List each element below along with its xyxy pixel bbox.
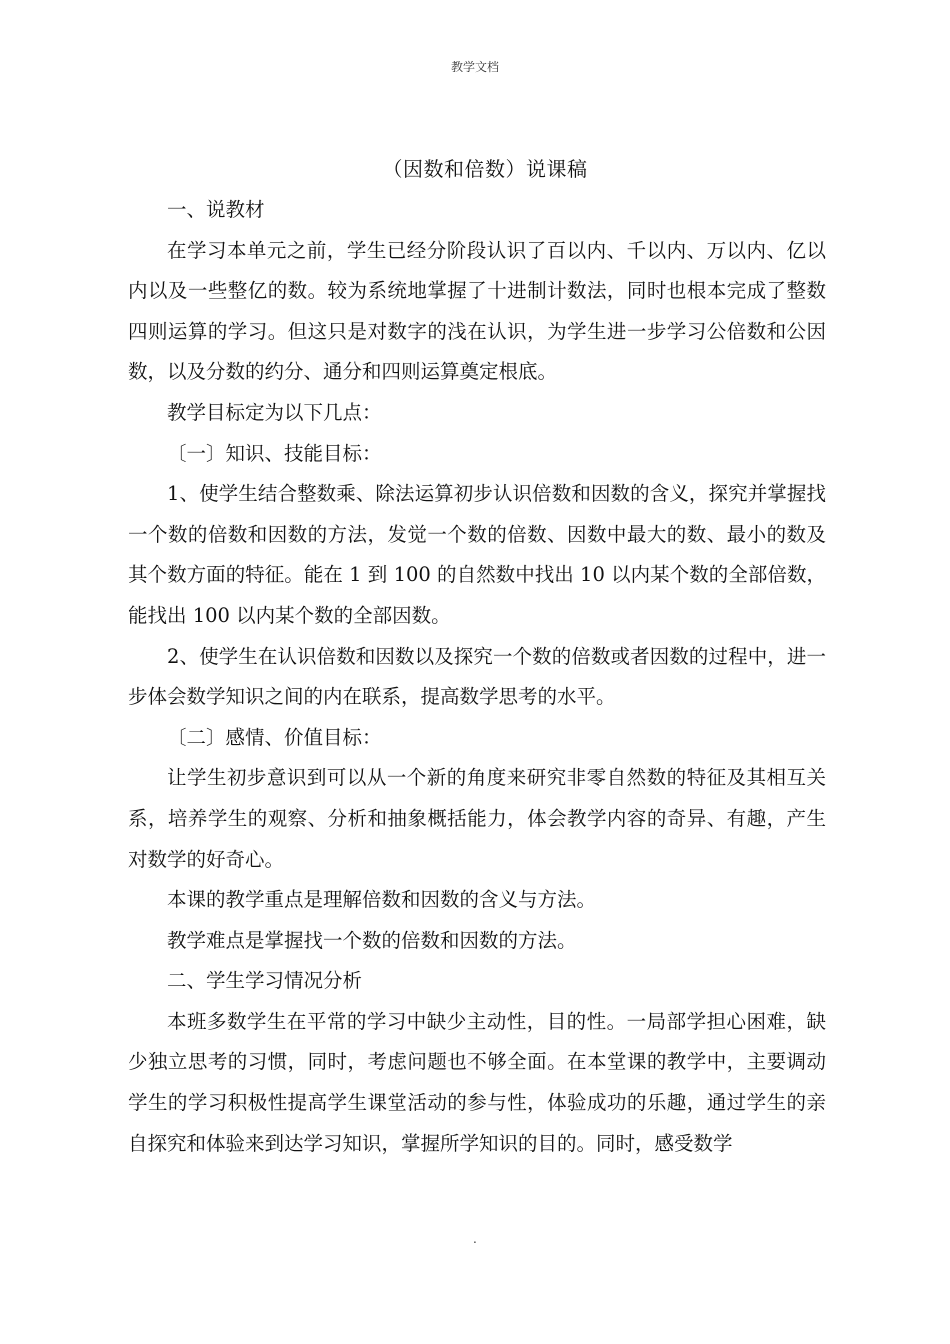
paragraph-student-analysis: 本班多数学生在平常的学习中缺少主动性，目的性。一局部学担心困难，缺少独立思考的习惯，同时，考虑问题也不够全面。在本堂课的教学中，主要调动学生的学习积极性提高学生课堂活动的参与性，体验成功的乐趣，通过学生的亲自探究和体验来到达学习知识，掌握所学知识的目的。同时，感受数学 xyxy=(128,1009,826,1155)
subheading-emotion-values: 〔二〕感情、价值目标： xyxy=(167,725,382,749)
subheading-knowledge-skills: 〔一〕知识、技能目标： xyxy=(167,441,382,465)
document-title: （因数和倍数）说课稿 xyxy=(382,157,588,181)
paragraph-objective-2: 2、使学生在认识倍数和因数以及探究一个数的倍数或者因数的过程中，进一步体会数学知识之间的内在联系，提高数学思考的水平。 xyxy=(128,644,826,709)
paragraph-objective-1: 1、使学生结合整数乘、除法运算初步认识倍数和因数的含义，探究并掌握找一个数的倍数和因数的方法，发觉一个数的倍数、因数中最大的数、最小的数及其个数方面的特征。能在 1 到 100 的自然数中找出 10 以内某个数的全部倍数，能找出 100 以内某个数的全部因数。 xyxy=(128,482,826,627)
page-footer: . xyxy=(473,1232,477,1246)
paragraph-objectives-intro: 教学目标定为以下几点： xyxy=(167,400,382,424)
paragraph-emotion-values: 让学生初步意识到可以从一个新的角度来研究非零自然数的特征及其相互关系，培养学生的观察、分析和抽象概括能力，体会教学内容的奇异、有趣，产生对数学的好奇心。 xyxy=(128,766,826,871)
page-header: 教学文档 xyxy=(450,60,499,74)
section-heading-student-analysis: 二、学生学习情况分析 xyxy=(167,969,363,993)
paragraph-difficulty: 教学难点是掌握找一个数的倍数和因数的方法。 xyxy=(167,928,577,952)
section-heading-textbook: 一、说教材 xyxy=(167,198,265,221)
document-body xyxy=(128,190,826,1164)
paragraph-key-point: 本课的教学重点是理解倍数和因数的含义与方法。 xyxy=(167,888,597,912)
paragraph-textbook-intro: 在学习本单元之前，学生已经分阶段认识了百以内、千以内、万以内、亿以内以及一些整亿的数。较为系统地掌握了十进制计数法，同时也根本完成了整数四则运算的学习。但这只是对数字的浅在认识，为学生进一步学习公倍数和公因数，以及分数的约分、通分和四则运算奠定根底。 xyxy=(128,238,826,384)
